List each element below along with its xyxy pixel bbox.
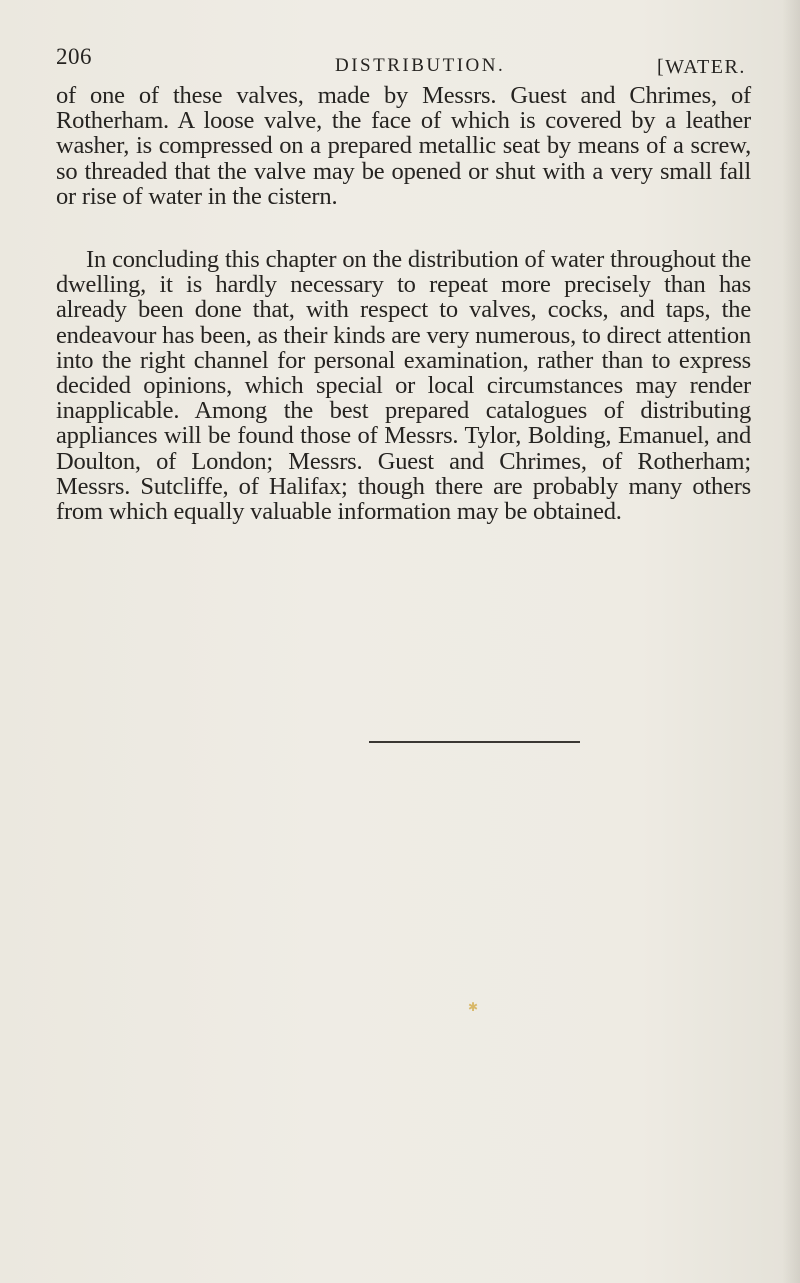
page-edge-shadow <box>782 0 800 1283</box>
running-head: DISTRIBUTION. <box>335 55 506 76</box>
page-number: 206 <box>56 44 92 69</box>
section-end-rule <box>369 741 580 743</box>
ink-smudge-mark: ✱ <box>468 1000 479 1014</box>
paragraph-continuation: of one of these valves, made by Messrs. Guest and Chrimes, of Rotherham. A loose valve, the face of which is covered by a leather washer, is compressed on a prepared metallic seat by means of a screw, so threaded that the valve may be opened or shut with a very small fall or rise of water in the cistern. <box>56 82 751 210</box>
section-tag: [WATER. <box>657 56 746 78</box>
paragraph-concluding: In concluding this chapter on the distribution of water throughout the dwelling, it is hardly necessary to repeat more precisely than has already been done that, with respect to valves, cocks, and taps, the endeavour has been, as their kinds are very numerous, to direct attention into the right channel for personal examination, rather than to express decided opinions, which special or local circumstances may render inapplicable. Among the best prepared catalogues of distributing appliances will be found those of Messrs. Tylor, Bolding, Emanuel, and Doulton, of London; Messrs. Guest and Chrimes, of Rotherham; Messrs. Sutcliffe, of Halifax; though there are probably many others from which equally valuable information may be obtained. <box>56 246 751 526</box>
